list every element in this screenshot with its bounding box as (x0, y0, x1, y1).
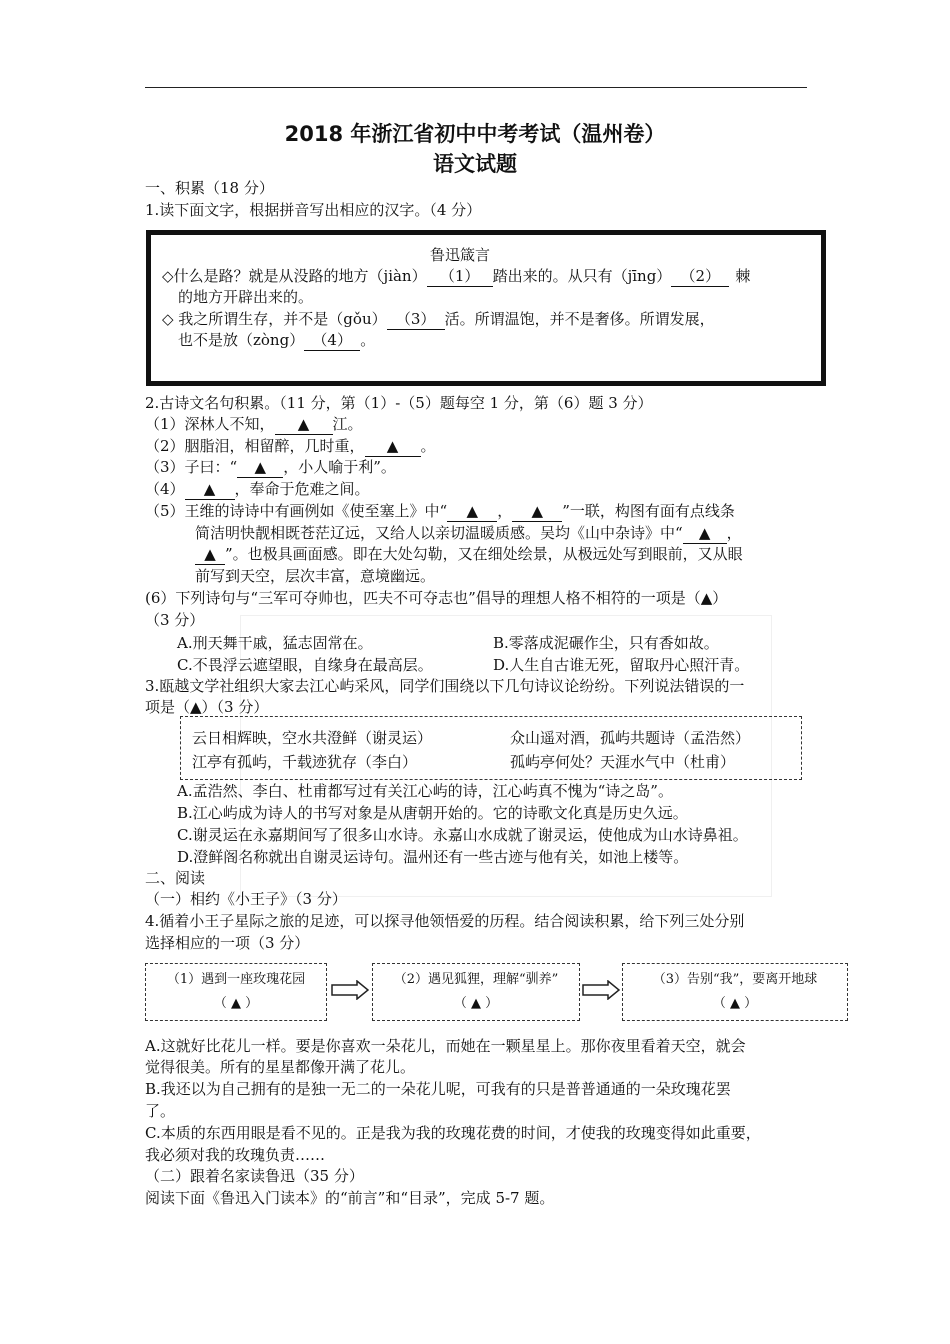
q2-5-line2: 简洁明快靓相既苍茫辽远，又给人以亲切温暖质感。吴均《山中杂诗》中“ ▲ ， (195, 524, 742, 542)
blank-q2-1[interactable]: ▲ (275, 414, 333, 435)
q2-6-option-d[interactable]: D.人生自古谁无死，留取丹心照汗青。 (493, 656, 750, 674)
blank-1[interactable]: （1） (427, 266, 493, 287)
q4-stem-1: 4.循着小王子星际之旅的足迹，可以探寻他领悟爱的历程。结合阅读积累，给下列三处分别 (145, 912, 745, 930)
q2-6-option-a[interactable]: A.刑天舞干戚，猛志固常在。 (177, 634, 373, 652)
q2-5-line3: ▲ ”。也极具画面感。即在大处勾勒，又在细处绘景，从极远处写到眼前，又从眼 (195, 544, 743, 565)
poem-1: 云日相辉映，空水共澄鲜（谢灵运） (192, 729, 433, 747)
q4-option-c-2: 我必须对我的玫瑰负责…… (145, 1146, 326, 1164)
watermark-frame (240, 615, 772, 897)
blank-4[interactable]: （4） (304, 330, 360, 351)
q3-option-b[interactable]: B.江心屿成为诗人的书写对象是从唐朝开始的。它的诗歌文化真是历史久远。 (177, 804, 688, 822)
box-line-4: 也不是放（zòng） （4） 。 (178, 331, 376, 349)
blank-q2-4[interactable]: ▲ (185, 479, 235, 500)
q3-option-d[interactable]: D.澄鲜阁名称就出自谢灵运诗句。温州还有一些古迹与他有关，如池上楼等。 (177, 848, 689, 866)
top-rule (145, 87, 807, 88)
q2-2: （2）胭脂泪，相留醉，几时重， ▲ 。 (145, 437, 436, 455)
flow-answer-2[interactable]: （ ▲ ） (453, 996, 499, 1011)
q2-4: （4） ▲ ，奉命于危难之间。 (145, 480, 370, 498)
blank-q2-3[interactable]: ▲ (237, 457, 283, 478)
blank-q2-5a[interactable]: ▲ (447, 501, 497, 522)
q4-option-b-1[interactable]: B.我还以为自己拥有的是独一无二的一朵花儿呢，可我有的只是普普通通的一朵玫瑰花罢 (145, 1080, 731, 1098)
box-line-1: ◇什么是路？就是从没路的地方（jiàn） （1） 踏出来的。从只有（jīng） （2） 棘 (162, 267, 751, 285)
blank-2[interactable]: （2） (671, 266, 729, 287)
q3-option-c[interactable]: C.谢灵运在永嘉期间写了很多山水诗。永嘉山水成就了谢灵运，使他成为山水诗鼻祖。 (177, 826, 748, 844)
q2-3: （3）子曰：“ ▲ ，小人喻于利”。 (145, 458, 396, 476)
flow-answer-1[interactable]: （ ▲ ） (213, 996, 259, 1011)
section1-heading: 一、积累（18 分） (145, 179, 274, 197)
q4-option-c-1[interactable]: C.本质的东西用眼是看不见的。正是我为我的玫瑰花费的时间，才使我的玫瑰变得如此重要， (145, 1124, 761, 1142)
q2-5-line1: （5）王维的诗诗中有画例如《使至塞上》中“ ▲ ， ▲ ”一联，构图有面有点线条 (145, 502, 735, 520)
box-line-3: ◇ 我之所谓生存，并不是（gǒu） （3） 活。所谓温饱，并不是奢侈。所谓发展， (162, 310, 715, 328)
box-line-2: 的地方开辟出来的。 (178, 288, 314, 306)
flow-box-1: （1）遇到一座玫瑰花园 （ ▲ ） (145, 963, 327, 1021)
section2-sub2: （二）跟着名家读鲁迅（35 分） (145, 1167, 364, 1185)
blank-q2-5c[interactable]: ▲ (683, 523, 727, 544)
blank-q2-5b[interactable]: ▲ (512, 501, 562, 522)
q3-stem-1: 3.瓯越文学社组织大家去江心屿采风，同学们围绕以下几句诗议论纷纷。下列说法错误的一 (145, 677, 745, 695)
q2-6-stem: (6）下列诗句与“三军可夺帅也，匹夫不可夺志也”倡导的理想人格不相符的一项是（▲） (145, 589, 728, 607)
blank-q2-5d[interactable]: ▲ (195, 544, 225, 565)
blank-3[interactable]: （3） (387, 309, 445, 330)
q3-stem-2: 项是（▲）（3 分） (145, 698, 269, 716)
q2-6-score: （3 分） (145, 611, 205, 629)
flow-answer-3[interactable]: （ ▲ ） (712, 996, 758, 1011)
q2-6-option-b[interactable]: B.零落成泥碾作尘，只有香如故。 (493, 634, 719, 652)
poem-3: 江亭有孤屿，千载迹犹存（李白） (192, 753, 418, 771)
q2-stem: 2.古诗文名句积累。（11 分，第（1）-（5）题每空 1 分，第（6）题 3 分） (145, 394, 653, 412)
q4-stem-2: 选择相应的一项（3 分） (145, 934, 310, 952)
q4-option-b-2: 了。 (145, 1102, 176, 1120)
exam-subtitle: 语文试题 (433, 152, 517, 176)
q4-option-a-2: 觉得很美。所有的星星都像开满了花儿。 (145, 1058, 416, 1076)
arrow-right-icon (582, 980, 620, 1000)
exam-title: 2018 年浙江省初中中考考试（温州卷） (284, 122, 666, 146)
arrow-right-icon (331, 980, 369, 1000)
q4-option-a-1[interactable]: A.这就好比花儿一样。要是你喜欢一朵花儿，而她在一颗星星上。那你夜里看着天空，就会 (145, 1037, 746, 1055)
poem-4: 孤屿亭何处？天涯水气中（杜甫） (510, 753, 736, 771)
section2-heading: 二、阅读 (145, 869, 206, 887)
box-title: 鲁迅箴言 (430, 246, 491, 264)
section2-sub1: （一）相约《小王子》（3 分） (145, 890, 347, 908)
q2-5-line4: 前写到天空，层次丰富，意境幽远。 (195, 567, 436, 585)
passage-intro: 阅读下面《鲁迅入门读本》的“前言”和“目录”，完成 5-7 题。 (145, 1189, 555, 1207)
blank-q2-2[interactable]: ▲ (365, 436, 421, 457)
q3-option-a[interactable]: A.孟浩然、李白、杜甫都写过有关江心屿的诗，江心屿真不愧为“诗之岛”。 (177, 782, 673, 800)
poem-2: 众山遥对酒，孤屿共题诗（孟浩然） (510, 729, 751, 747)
q1-stem: 1.读下面文字，根据拼音写出相应的汉字。（4 分） (145, 201, 482, 219)
q2-1: （1）深林人不知， ▲ 江。 (145, 415, 363, 433)
flow-box-2: （2）遇见狐狸，理解“驯养” （ ▲ ） (372, 963, 580, 1021)
flow-box-3: （3）告别“我”，要离开地球 （ ▲ ） (622, 963, 848, 1021)
q2-6-option-c[interactable]: C.不畏浮云遮望眼，自缘身在最高层。 (177, 656, 433, 674)
